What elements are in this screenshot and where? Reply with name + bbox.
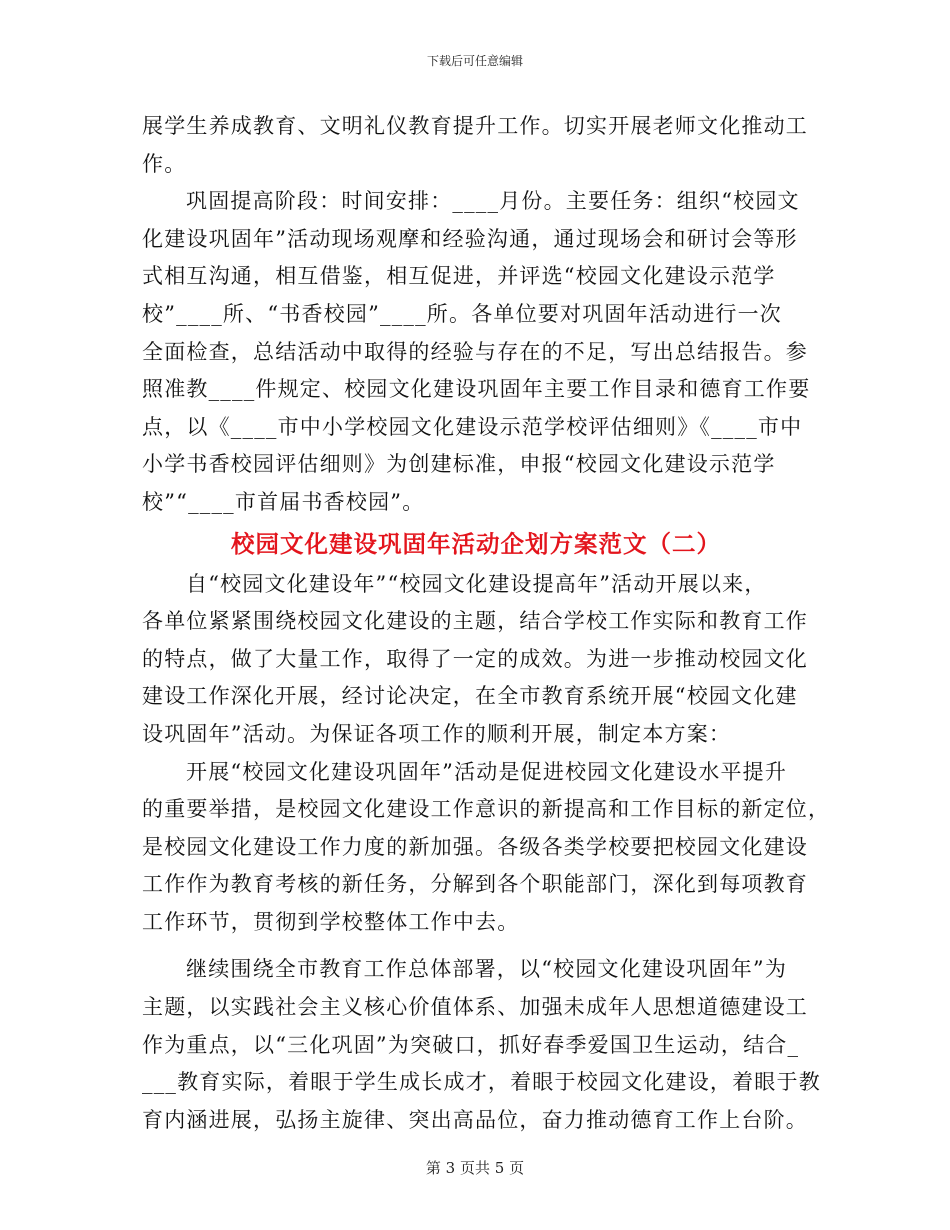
text-line: 校”____所、“书香校园”____所。各单位要对巩固年活动进行一次 (142, 301, 783, 326)
text-line: 小学书香校园评估细则》为创建标准，申报“校园文化建设示范学 (142, 452, 776, 477)
text-line: ___教育实际，着眼于学生成长成才，着眼于校园文化建设，着眼于教 (142, 1070, 821, 1095)
text-line: 工作作为教育考核的新任务，分解到各个职能部门，深化到每项教育 (142, 872, 808, 897)
text-line: 自“校园文化建设年”“校园文化建设提高年”活动开展以来， (186, 571, 767, 596)
text-line: 化建设巩固年”活动现场观摩和经验沟通，通过现场会和研讨会等形 (142, 226, 798, 251)
text-line: 继续围绕全市教育工作总体部署，以“校园文化建设巩固年”为 (186, 957, 788, 982)
text-line: 建设工作深化开展，经讨论决定，在全市教育系统开展“校园文化建 (142, 684, 798, 709)
text-line: 是校园文化建设工作力度的新加强。各级各类学校要把校园文化建设 (142, 834, 808, 859)
page-header: 下载后可任意编辑 (426, 54, 523, 68)
text-line: 校”“____市首届书香校园”。 (142, 489, 425, 514)
text-line: 照准教____件规定、校园文化建设巩固年主要工作目录和德育工作要 (142, 377, 811, 402)
text-line: 主题，以实践社会主义核心价值体系、加强未成年人思想道德建设工 (142, 995, 808, 1020)
paragraph-group-last (142, 951, 821, 1139)
paragraph-gap (142, 941, 810, 951)
text-line: 工作环节，贯彻到学校整体工作中去。 (142, 909, 520, 934)
paragraph-group-bottom (142, 566, 831, 942)
text-line: 巩固提高阶段：时间安排：____月份。主要任务：组织“校园文 (186, 189, 800, 214)
text-line: 开展“校园文化建设巩固年”活动是促进校园文化建设水平提升 (186, 759, 788, 784)
text-line: 的重要举措，是校园文化建设工作意识的新提高和工作目标的新定位， (142, 797, 831, 822)
text-line: 作为重点，以“三化巩固”为突破口，抓好春季爱国卫生运动，结合_ (142, 1032, 800, 1057)
text-line: 育内涵进展，弘扬主旋律、突出高品位，奋力推动德育工作上台阶。 (142, 1107, 808, 1132)
text-line: 作。 (142, 151, 187, 176)
text-line: 各单位紧紧围绕校园文化建设的主题，结合学校工作实际和教育工作 (142, 609, 808, 634)
text-line: 的特点，做了大量工作，取得了一定的成效。为进一步推动校园文化 (142, 646, 808, 671)
section-title: 校园文化建设巩固年活动企划方案范文（二） (231, 529, 721, 558)
text-line: 展学生养成教育、文明礼仪教育提升工作。切实开展老师文化推动工 (142, 114, 808, 138)
document-body (142, 108, 831, 1139)
paragraph-group-top (142, 108, 810, 522)
text-line: 全面检查，总结活动中取得的经验与存在的不足，写出总结报告。参 (142, 339, 808, 364)
page-footer: 第 3 页共 5 页 (425, 1159, 525, 1177)
text-line: 点，以《____市中小学校园文化建设示范学校评估细则》《____市中 (142, 414, 803, 439)
text-line: 式相互沟通，相互借鉴，相互促进，并评选“校园文化建设示范学 (142, 264, 776, 289)
text-line: 设巩固年”活动。为保证各项工作的顺利开展，制定本方案： (142, 721, 732, 746)
